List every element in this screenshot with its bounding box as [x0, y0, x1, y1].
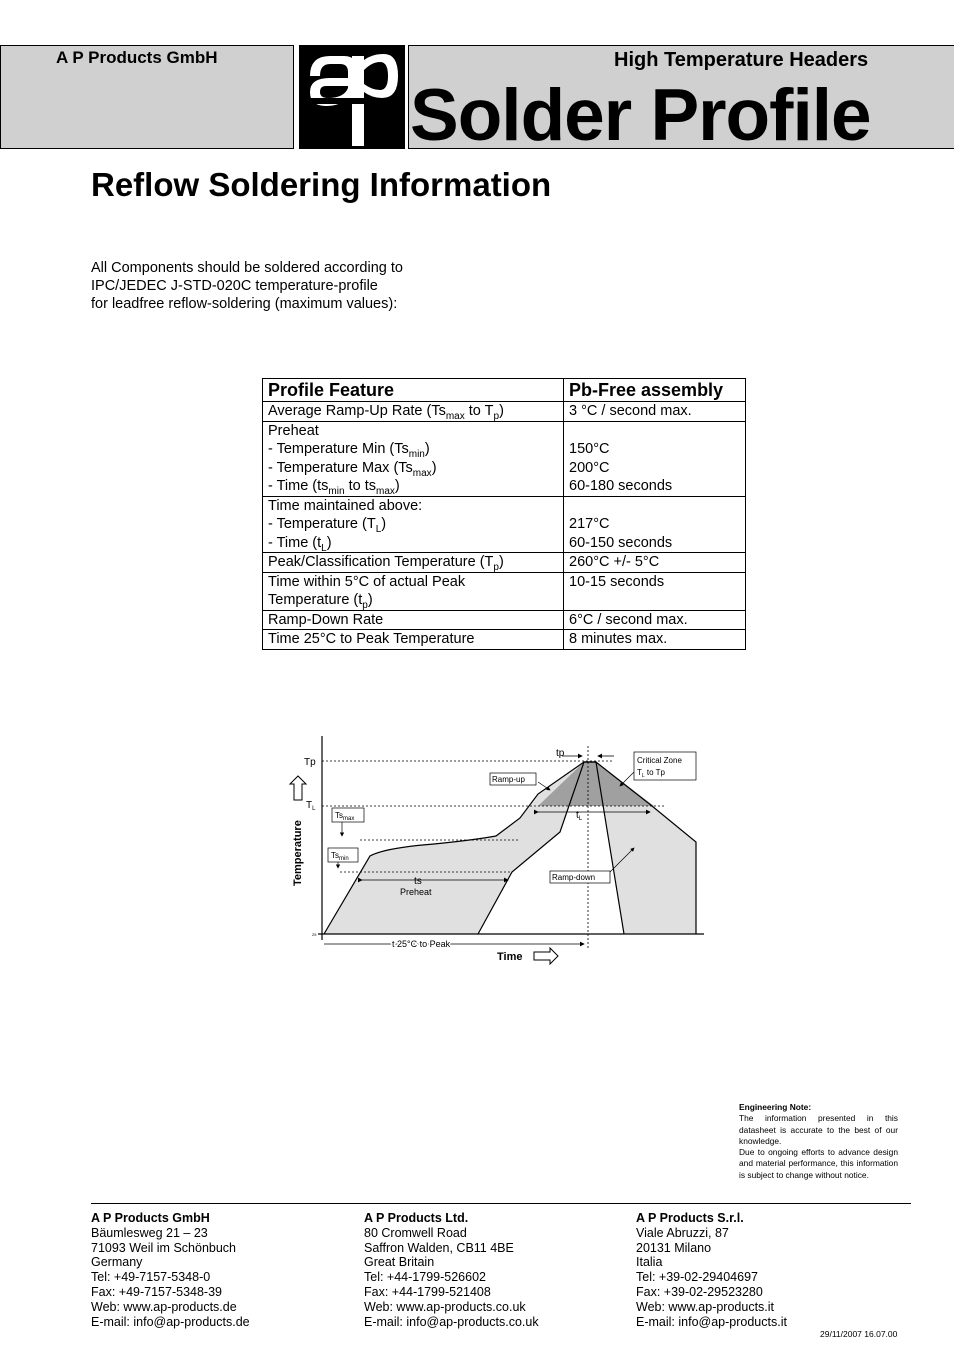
tsmax-label: $Ts_{max}$	[335, 811, 355, 822]
engineering-note	[739, 1102, 898, 1181]
table-cell-feature: Preheat - Temperature Min $(Ts_{min})$ - Temperature Max $(Ts_{max})$ - Time ($ts_{min}$ to $ts_{max}$)	[263, 421, 564, 496]
table-cell-feature: Time maintained above: - Temperature $(T_L)$ - Time $(t_L)$	[263, 496, 564, 553]
table-row	[263, 402, 746, 422]
footer-divider	[91, 1203, 911, 1204]
critical-pointer	[620, 772, 634, 786]
header-company-name: A P Products GmbH	[56, 48, 218, 67]
company-logo	[299, 45, 405, 149]
reflow-profile-svg	[284, 736, 724, 968]
table-cell-value: 6°C / second max.	[564, 610, 746, 630]
table-header-row	[263, 379, 746, 402]
table-cell-feature: Ramp-Down Rate	[263, 610, 564, 630]
ts-label: ts	[414, 876, 422, 887]
tsmin-label: $Ts_{min}$	[331, 851, 349, 862]
table-cell-value: 8 minutes max.	[564, 630, 746, 650]
critical-label-line2: $T_L$ to Tp	[637, 768, 665, 779]
page-heading: Reflow Soldering Information	[91, 166, 552, 203]
profile-table	[262, 378, 746, 650]
table-row	[263, 630, 746, 650]
table-header-feature: Profile Feature	[263, 379, 564, 402]
note-paragraph: The information presented in this datasheet is accurate to the best of our knowledge.	[739, 1113, 898, 1146]
table-cell-value: 217°C 60-150 seconds	[564, 496, 746, 553]
reflow-profile-diagram	[284, 736, 724, 973]
table-cell-feature: Average Ramp-Up Rate ($Ts_{max}$ to $T_p$)	[263, 402, 564, 422]
x-arrow-icon	[534, 948, 558, 964]
table-cell-value: 3 °C / second max.	[564, 402, 746, 422]
table-header-assembly: Pb-Free assembly	[564, 379, 746, 402]
print-timestamp: 29/11/2007 16.07.00	[820, 1329, 898, 1339]
table-cell-value: 260°C +/- 5°C	[564, 553, 746, 573]
table-row	[263, 496, 746, 553]
rampup-label: Ramp-up	[492, 775, 525, 784]
table-cell-feature: Peak/Classification Temperature $(T_p)$	[263, 553, 564, 573]
x-axis-label: Time	[497, 951, 523, 963]
note-paragraph: Due to ongoing efforts to advance design and material performance, this information is subject to change without notice.	[739, 1147, 898, 1180]
y-axis-label: Temperature	[292, 820, 304, 886]
ap-logo-icon	[300, 46, 404, 148]
tl-y-label: $T_L$	[306, 800, 316, 812]
y-25-label: 25	[312, 932, 317, 937]
table-row	[263, 553, 746, 573]
address-germany: A P Products GmbH Bäumlesweg 21 – 23 71093 Weil im Schönbuch Germany Tel: +49-7157-5348-0 Fax: +49-7157-5348-39 Web: www.ap-products.de E-mail: info@ap-products.de	[91, 1211, 250, 1329]
rampup-pointer	[538, 782, 550, 790]
to-peak-label: t 25°C to Peak	[392, 939, 451, 949]
table-cell-value: 150°C 200°C 60-180 seconds	[564, 421, 746, 496]
intro-line: IPC/JEDEC J-STD-020C temperature-profile	[91, 278, 378, 294]
note-title: Engineering Note:	[739, 1102, 812, 1112]
address-italy: A P Products S.r.l. Viale Abruzzi, 87 20131 Milano Italia Tel: +39-02-29404697 Fax: +39-02-29523280 Web: www.ap-products.it E-mail: info@ap-products.it	[636, 1211, 787, 1329]
y-arrow-icon	[290, 776, 306, 800]
header-subtitle: High Temperature Headers	[614, 49, 869, 71]
rampdown-label: Ramp-down	[552, 873, 596, 882]
table-cell-feature: Time 25°C to Peak Temperature	[263, 630, 564, 650]
table-cell-value: 10-15 seconds	[564, 572, 746, 610]
address-uk: A P Products Ltd. 80 Cromwell Road Saffron Walden, CB11 4BE Great Britain Tel: +44-1799-526602 Fax: +44-1799-521408 Web: www.ap-products.co.uk E-mail: info@ap-products.co.uk	[364, 1211, 539, 1329]
profile-area-fill	[324, 762, 696, 934]
table-row	[263, 421, 746, 496]
intro-line: All Components should be soldered according to	[91, 260, 403, 276]
header-title: Solder Profile	[410, 75, 871, 156]
table-cell-feature: Time within 5°C of actual Peak Temperature $(t_p)$	[263, 572, 564, 610]
preheat-label: Preheat	[400, 887, 432, 897]
tl-time-label: $t_L$	[576, 810, 583, 822]
tp-top-label: tp	[556, 748, 565, 759]
intro-text	[91, 259, 403, 313]
tp-y-label: Tp	[304, 757, 316, 768]
table-row	[263, 610, 746, 630]
critical-label-line1: Critical Zone	[637, 756, 682, 765]
table-row	[263, 572, 746, 610]
intro-line: for leadfree reflow-soldering (maximum values):	[91, 296, 398, 312]
